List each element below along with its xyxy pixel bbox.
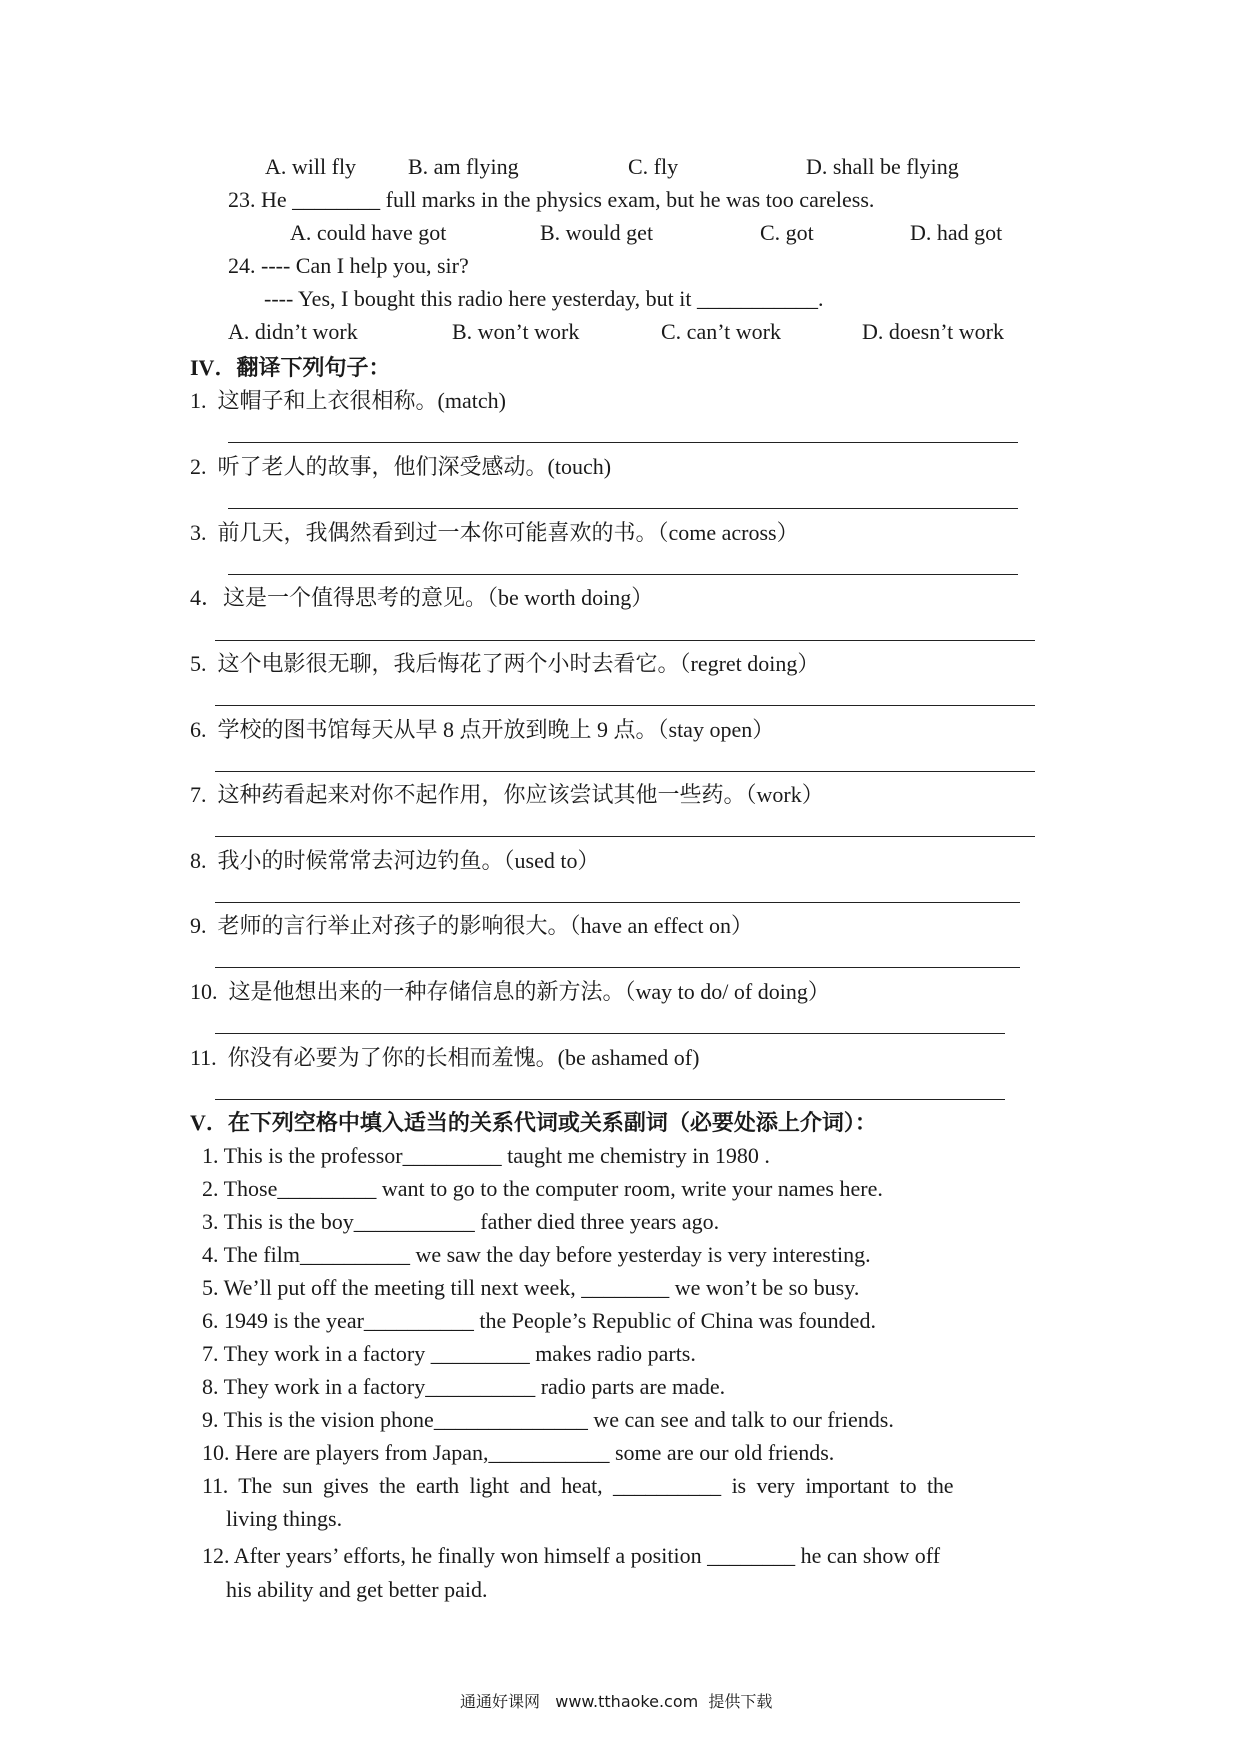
relative-item-2: 2. Those_________ want to go to the computer room, write your names here. [202,1176,883,1201]
relative-item-11-line2: living things. [226,1506,343,1531]
translation-item-3: 3. 前几天，我偶然看到过一本你可能喜欢的书。（come across） [190,520,799,545]
translation-item-4: 4．这是一个值得思考的意见。（be worth doing） [190,585,654,610]
q23-stem: 23. He ________ full marks in the physics exam, but he was too careless. [228,187,875,212]
answer-line-7 [215,836,1035,837]
q22-option-a: A. will fly [265,154,357,179]
translation-item-11: 11. 你没有必要为了你的长相而羞愧。(be ashamed of) [190,1045,700,1070]
answer-line-11 [215,1099,1005,1100]
section4-title: IV．翻译下列句子： [190,355,391,380]
translation-item-8: 8. 我小的时候常常去河边钓鱼。（used to） [190,848,600,873]
translation-item-7: 7. 这种药看起来对你不起作用，你应该尝试其他一些药。（work） [190,782,824,807]
relative-item-9: 9. This is the vision phone______________ we can see and talk to our friends. [202,1407,894,1432]
translation-item-2: 2. 听了老人的故事，他们深受感动。(touch) [190,454,612,479]
translation-item-5: 5. 这个电影很无聊，我后悔花了两个小时去看它。（regret doing） [190,651,820,676]
translation-item-6: 6. 学校的图书馆每天从早 8 点开放到晚上 9 点。（stay open） [190,717,775,742]
q23-option-c: C. got [760,220,814,245]
answer-line-1 [228,442,1018,443]
answer-line-4 [215,640,1035,641]
q23-option-d: D. had got [910,220,1003,245]
relative-item-12-line2: his ability and get better paid. [226,1577,488,1602]
section5-title: V．在下列空格中填入适当的关系代词或关系副词（必要处添上介词）： [190,1110,877,1135]
relative-item-4: 4. The film__________ we saw the day before yesterday is very interesting. [202,1242,871,1267]
relative-item-8: 8. They work in a factory__________ radio parts are made. [202,1374,726,1399]
answer-line-9 [215,967,1020,968]
relative-item-5: 5. We’ll put off the meeting till next week, ________ we won’t be so busy. [202,1275,860,1300]
q24-line2: ---- Yes, I bought this radio here yesterday, but it ___________. [264,286,824,311]
relative-item-1: 1. This is the professor_________ taught me chemistry in 1980 . [202,1143,770,1168]
q22-option-d: D. shall be flying [806,154,959,179]
relative-item-11-line1: 11. The sun gives the earth light and heat, __________ is very important to the [202,1473,954,1498]
relative-item-7: 7. They work in a factory _________ makes radio parts. [202,1341,696,1366]
answer-line-3 [228,574,1018,575]
translation-item-1: 1. 这帽子和上衣很相称。(match) [190,388,506,413]
answer-line-8 [215,902,1020,903]
relative-item-10: 10. Here are players from Japan,___________ some are our old friends. [202,1440,835,1465]
q23-option-b: B. would get [540,220,654,245]
q24-option-b: B. won’t work [452,319,580,344]
relative-item-6: 6. 1949 is the year__________ the People’s Republic of China was founded. [202,1308,876,1333]
q24-option-a: A. didn’t work [228,319,358,344]
q23-option-a: A. could have got [290,220,447,245]
q24-line1: 24. ---- Can I help you, sir? [228,253,469,278]
relative-item-3: 3. This is the boy___________ father died three years ago. [202,1209,720,1234]
q24-option-d: D. doesn’t work [862,319,1004,344]
answer-line-2 [228,508,1018,509]
answer-line-10 [215,1033,1005,1034]
q24-option-c: C. can’t work [661,319,781,344]
q22-option-c: C. fly [628,154,679,179]
translation-item-10: 10. 这是他想出来的一种存储信息的新方法。（way to do/ of doing） [190,979,830,1004]
relative-item-12-line1: 12. After years’ efforts, he finally won himself a position ________ he can show off [202,1543,941,1568]
answer-line-6 [215,771,1035,772]
translation-item-9: 9. 老师的言行举止对孩子的影响很大。（have an effect on） [190,913,753,938]
answer-line-5 [215,705,1035,706]
footer-credit: 通通好课网 www.tthaoke.com 提供下载 [460,1692,773,1711]
q22-option-b: B. am flying [408,154,519,179]
